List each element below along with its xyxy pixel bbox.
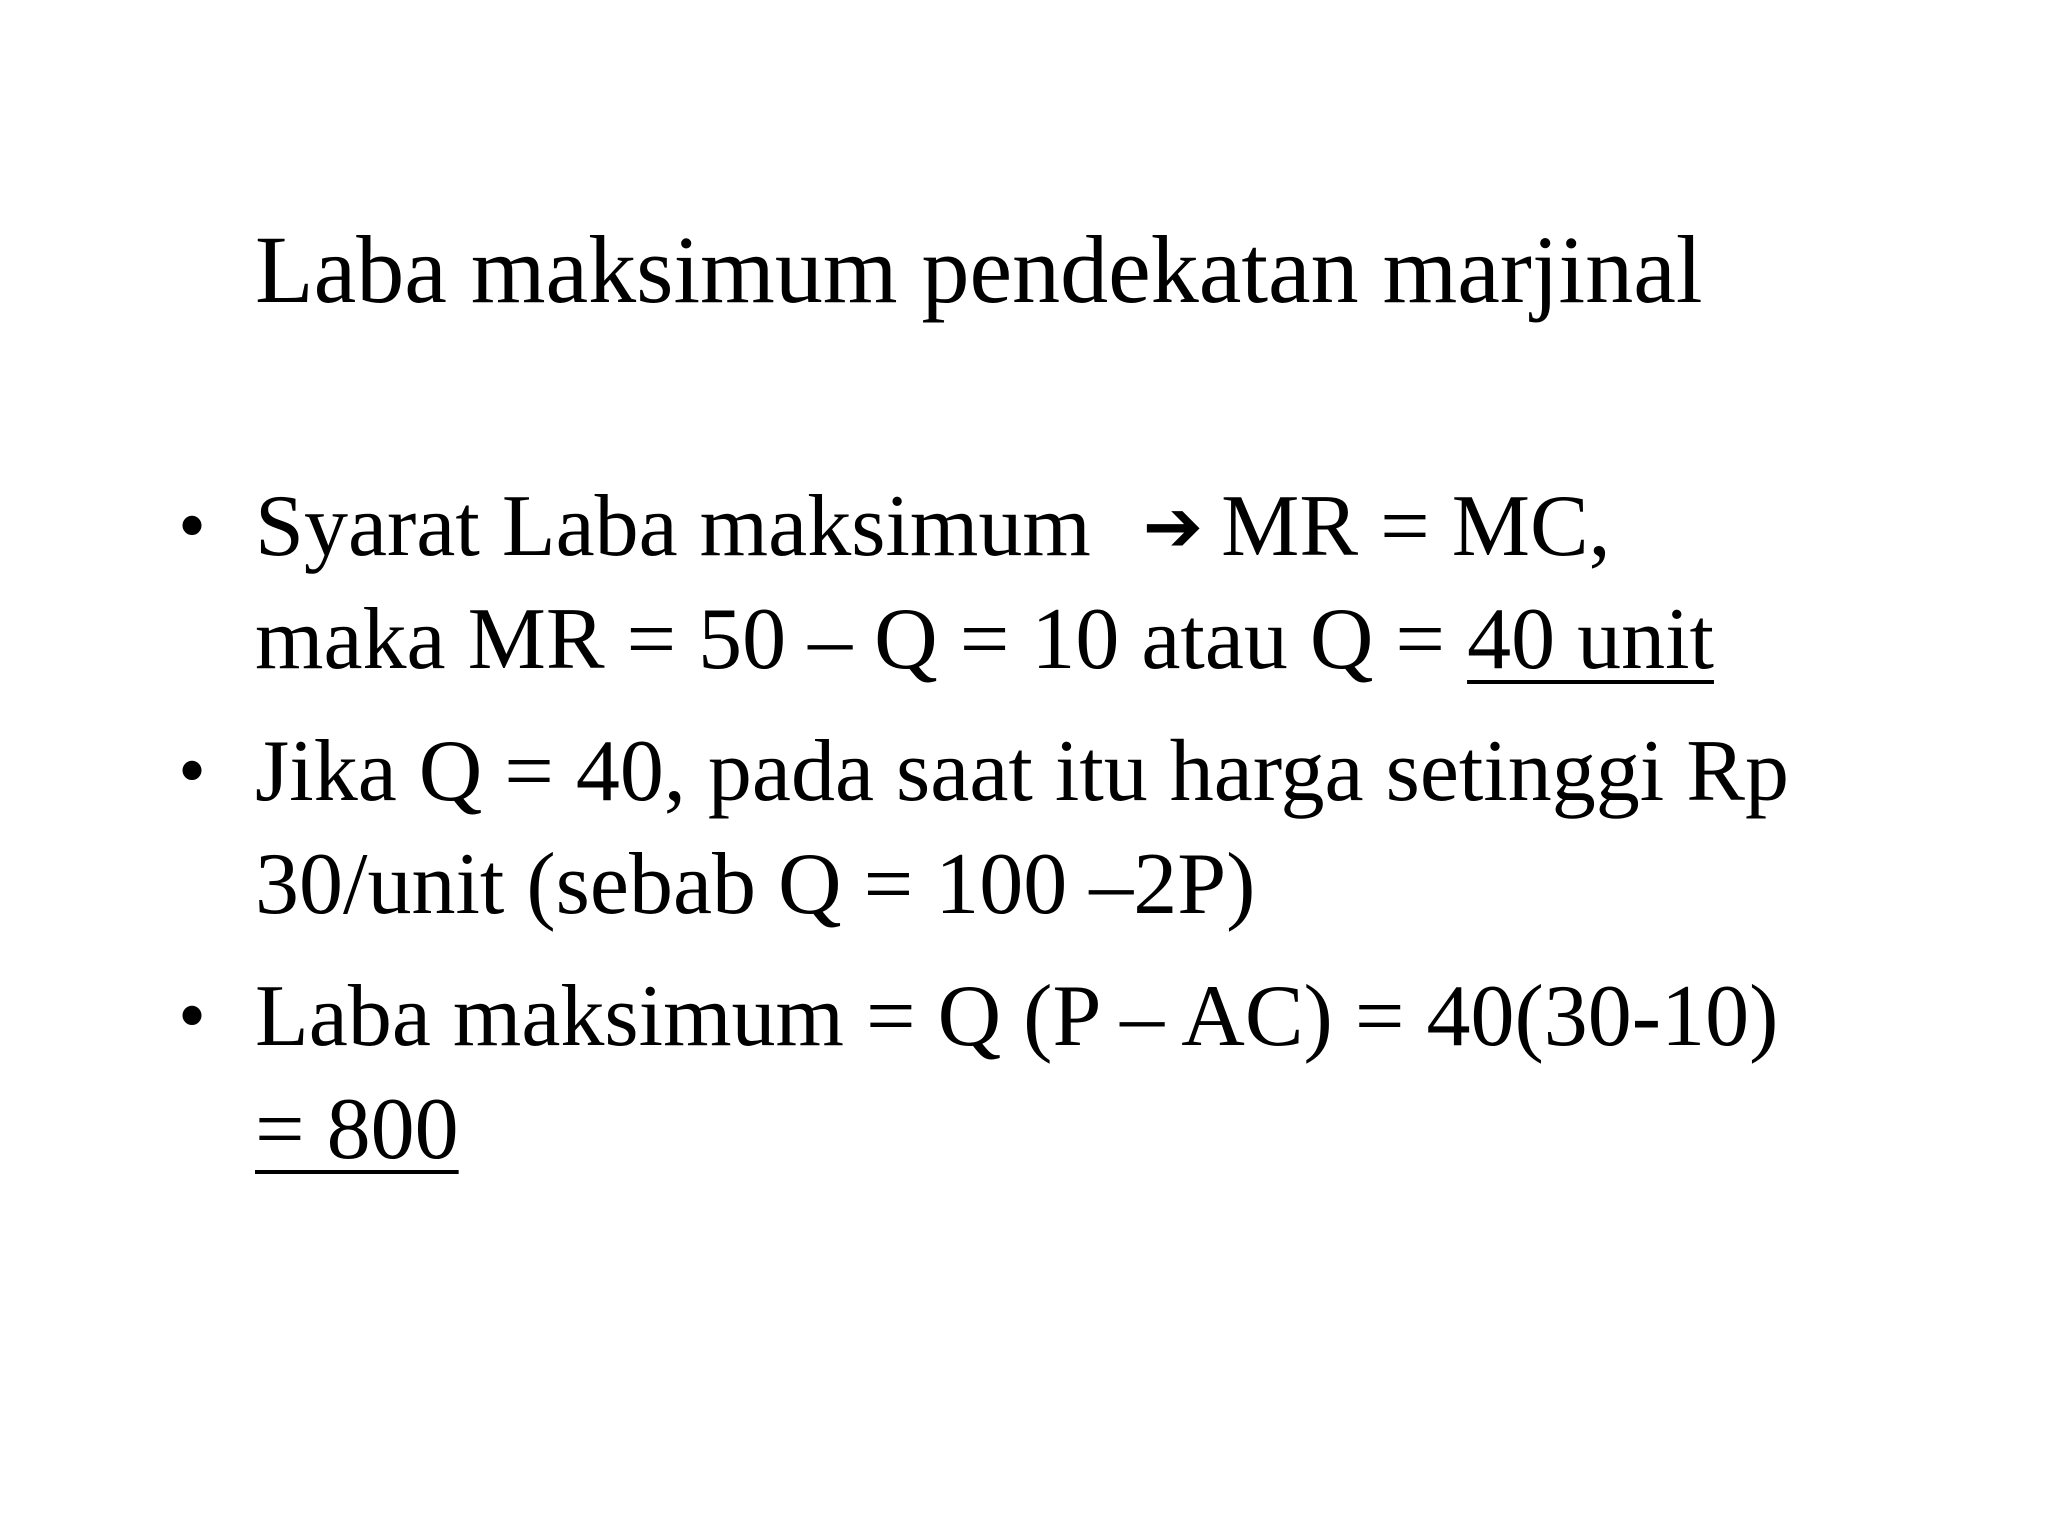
condition-equation: MR = MC,: [1221, 478, 1611, 575]
bullet-item-profit-condition: [0, 470, 1789, 696]
bullet-dot-icon: •: [178, 482, 207, 570]
bullet-dot-icon: •: [178, 972, 207, 1060]
bullet-line: 30/unit (sebab Q = 100 –2P): [255, 836, 1256, 933]
right-arrow-icon: ➔: [1142, 484, 1204, 568]
bullet-item-max-profit: [0, 960, 1789, 1186]
mr-equation: maka MR = 50 – Q = 10 atau Q =: [255, 591, 1468, 688]
bullet-line: [255, 470, 1789, 583]
condition-text: Syarat Laba maksimum: [255, 478, 1091, 575]
bullet-line: Laba maksimum = Q (P – AC) = 40(30-10): [255, 968, 1779, 1065]
bullet-line: [255, 1073, 1789, 1186]
profit-result: = 800: [255, 1081, 459, 1178]
slide-title: Laba maksimum pendekatan marjinal: [255, 216, 1703, 323]
bullet-dot-icon: •: [178, 727, 207, 815]
bullet-item-price: [0, 715, 1789, 941]
bullet-line: Jika Q = 40, pada saat itu harga setinggi Rp: [255, 723, 1789, 820]
quantity-result: 40 unit: [1467, 591, 1714, 688]
bullet-line: [255, 583, 1789, 696]
bullet-list: [0, 470, 1789, 1205]
